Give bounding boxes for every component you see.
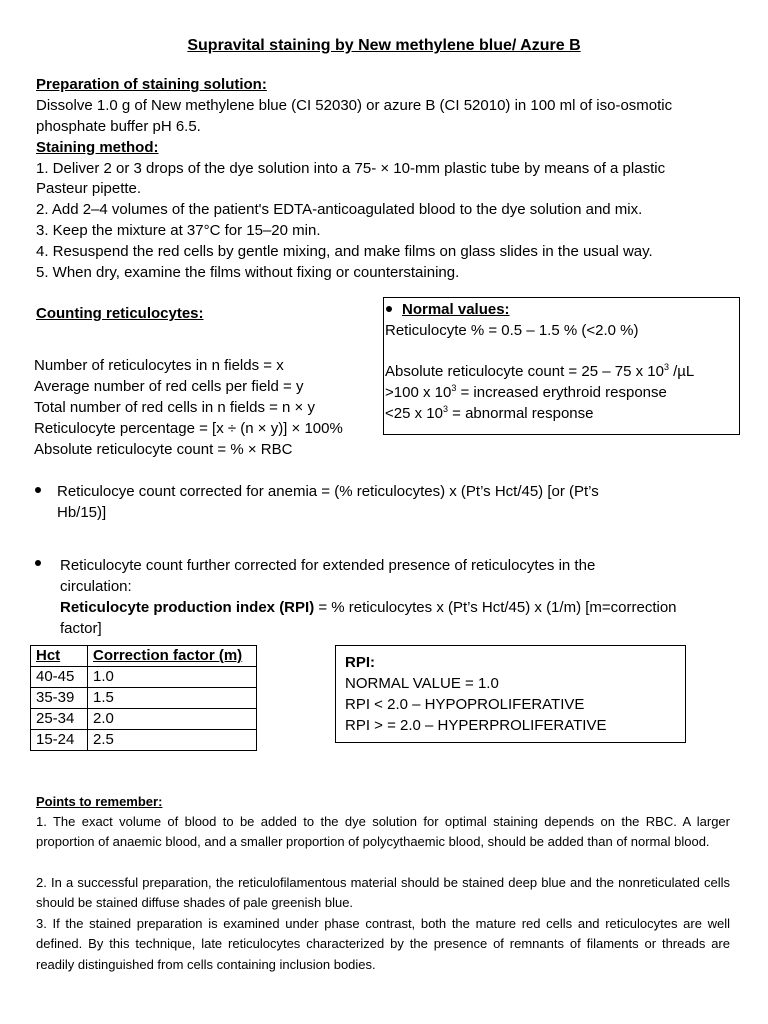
table-row <box>31 688 257 709</box>
bullet-icon <box>35 487 41 493</box>
rpi-formula: Reticulocyte production index (RPI) = % reticulocytes x (Pt’s Hct/45) x (1/m) [m=correction <box>60 599 677 616</box>
table-row <box>31 709 257 730</box>
normal-values-box <box>383 297 740 435</box>
normal-values-heading: Normal values: <box>402 301 510 318</box>
table-cell: 40-45 <box>31 667 88 688</box>
normal-abnormal: <25 x $10^3$ = abnormal response <box>385 404 594 422</box>
preparation-heading: Preparation of staining solution: <box>36 76 267 93</box>
rpi-box <box>335 645 686 743</box>
method-step: 5. When dry, examine the films without fixing or counterstaining. <box>36 264 460 281</box>
preparation-line: Dissolve 1.0 g of New methylene blue (CI 52030) or azure B (CI 52010) in 100 ml of iso-osmotic <box>36 97 673 114</box>
counting-line: Number of reticulocytes in n fields = x <box>34 357 284 374</box>
table-cell: 1.0 <box>88 667 257 688</box>
rpi-line: NORMAL VALUE = 1.0 <box>345 675 499 692</box>
table-cell: 15-24 <box>31 730 88 751</box>
method-step: 3. Keep the mixture at 37°C for 15–20 min. <box>36 222 321 239</box>
table-cell: 25-34 <box>31 709 88 730</box>
bullet-icon <box>35 560 41 566</box>
normal-increased: >100 x $10^3$ = increased erythroid response <box>385 383 667 401</box>
table-row <box>31 730 257 751</box>
table-cell: 35-39 <box>31 688 88 709</box>
preparation-line: phosphate buffer pH 6.5. <box>36 118 201 135</box>
hct-correction-table <box>30 645 257 751</box>
bullet-icon <box>386 306 392 312</box>
table-header-row <box>31 646 257 667</box>
points-heading: Points to remember: <box>36 794 163 809</box>
table-cell: 2.5 <box>88 730 257 751</box>
table-cell: 1.5 <box>88 688 257 709</box>
table-header: Hct <box>31 646 88 667</box>
rpi-heading: RPI: <box>345 654 375 671</box>
corrected-line: Reticulocye count corrected for anemia = (% reticulocytes) x (Pt’s Hct/45) [or (Pt’s <box>57 483 599 500</box>
method-heading: Staining method: <box>36 139 159 156</box>
method-step: Pasteur pipette. <box>36 180 142 197</box>
rpi-line: RPI < 2.0 – HYPOPROLIFERATIVE <box>345 696 585 713</box>
page-title: Supravital staining by New methylene blue/ Azure B <box>187 37 581 54</box>
point-item: 2. In a successful preparation, the reticulofilamentous material should be stained deep blue and the nonreticulated cells should be stained diffuse shades of pale greenish blue. <box>36 875 730 911</box>
counting-line: Average number of red cells per field = y <box>34 378 304 395</box>
table-row <box>31 667 257 688</box>
corrected-line: Hb/15)] <box>57 504 107 521</box>
counting-heading: Counting reticulocytes: <box>36 305 204 322</box>
normal-percent: Reticulocyte % = 0.5 – 1.5 % (<2.0 %) <box>385 322 639 339</box>
counting-line: Reticulocyte percentage = [x ÷ (n × y)] × 100% <box>34 420 343 437</box>
counting-line: Total number of red cells in n fields = n × y <box>34 399 315 416</box>
table-header: Correction factor (m) <box>88 646 257 667</box>
further-line: factor] <box>60 620 102 637</box>
counting-line: Absolute reticulocyte count = % × RBC <box>34 441 293 458</box>
method-step: 4. Resuspend the red cells by gentle mixing, and make films on glass slides in the usual way. <box>36 243 653 260</box>
point-item: 1. The exact volume of blood to be added to the dye solution for optimal staining depends on the RBC. A larger proportion of anaemic blood, and a smaller proportion of polycythaemic blood, should be added than of normal blood. <box>36 814 730 850</box>
normal-absolute: Absolute reticulocyte count = 25 – 75 x $10^3$ /µL <box>385 362 695 380</box>
table-cell: 2.0 <box>88 709 257 730</box>
method-step: 1. Deliver 2 or 3 drops of the dye solution into a 75- × 10-mm plastic tube by means of a plastic <box>36 160 666 177</box>
further-line: circulation: <box>60 578 132 595</box>
method-step: 2. Add 2–4 volumes of the patient's EDTA-anticoagulated blood to the dye solution and mix. <box>36 201 643 218</box>
further-line: Reticulocyte count further corrected for extended presence of reticulocytes in the <box>60 557 596 574</box>
point-item: 3. If the stained preparation is examined under phase contrast, both the mature red cells and reticulocytes are well defined. By this technique, late reticulocytes characterized by the presence of remnants of filaments or threads are readily distinguished from cells containing inclusion bodies. <box>36 916 730 972</box>
rpi-line: RPI > = 2.0 – HYPERPROLIFERATIVE <box>345 717 607 734</box>
